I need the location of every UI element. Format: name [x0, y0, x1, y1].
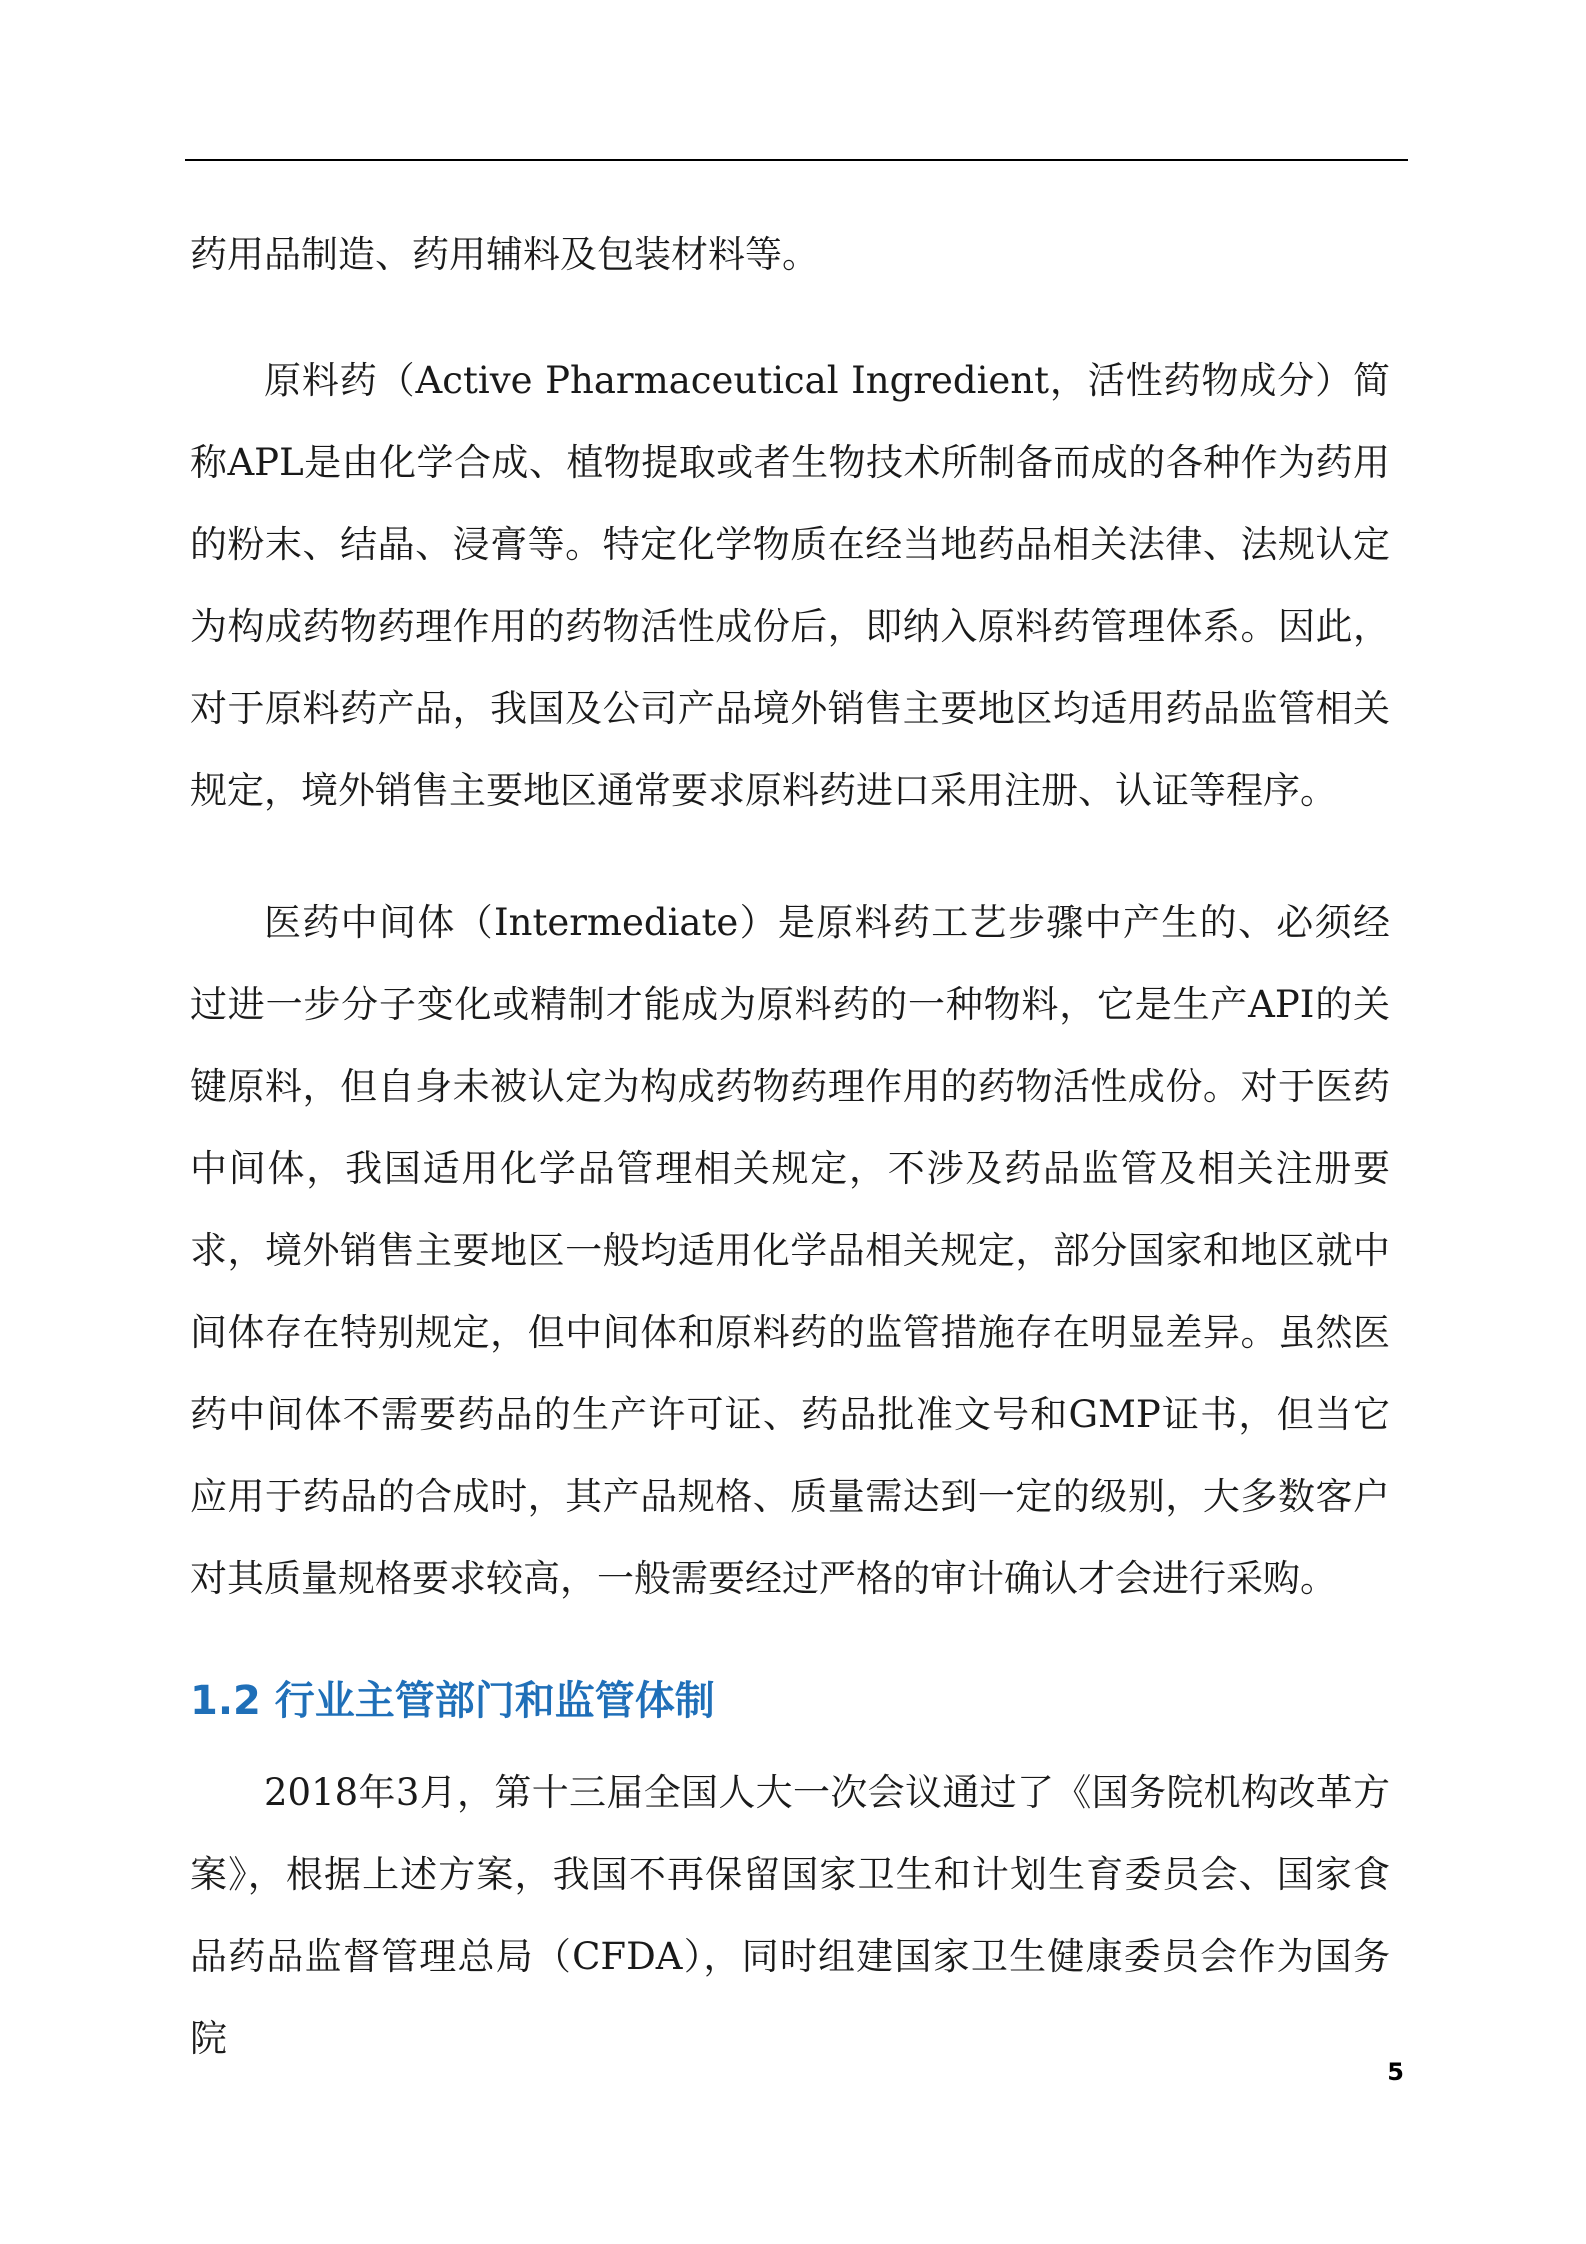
- paragraph-intermediate-definition: 医药中间体（Intermediate）是原料药工艺步骤中产生的、必须经过进一步分子变化或精制才能成为原料药的一种物料，它是生产API的关键原料，但自身未被认定为构成药物药理作用的药物活性成份。对于医药中间体，我国适用化学品管理相关规定，不涉及药品监管及相关注册要求，境外销售主要地区一般均适用化学品相关规定，部分国家和地区就中间体存在特别规定，但中间体和原料药的监管措施存在明显差异。虽然医药中间体不需要药品的生产许可证、药品批准文号和GMP证书，但当它应用于药品的合成时，其产品规格、质量需达到一定的级别，大多数客户对其质量规格要求较高，一般需要经过严格的审计确认才会进行采购。: [190, 901, 1390, 1600]
- page-number: 5: [1387, 2058, 1404, 2086]
- paragraph-continuation: 药用品制造、药用辅料及包装材料等。: [190, 233, 819, 276]
- header-rule: [185, 159, 1408, 161]
- section-heading: 1.2 行业主管部门和监管体制: [190, 1678, 715, 1724]
- paragraph-api-definition: 原料药（Active Pharmaceutical Ingredient，活性药物成分）简称APL是由化学合成、植物提取或者生物技术所制备而成的各种作为药用的粉末、结晶、浸膏等。特定化学物质在经当地药品相关法律、法规认定为构成药物药理作用的药物活性成份后，即纳入原料药管理体系。因此，对于原料药产品，我国及公司产品境外销售主要地区均适用药品监管相关规定，境外销售主要地区通常要求原料药进口采用注册、认证等程序。: [190, 359, 1390, 812]
- paragraph-regulatory-reform: 2018年3月，第十三届全国人大一次会议通过了《国务院机构改革方案》，根据上述方案，我国不再保留国家卫生和计划生育委员会、国家食品药品监督管理总局（CFDA），同时组建国家卫生健康委员会作为国务院: [190, 1771, 1390, 2060]
